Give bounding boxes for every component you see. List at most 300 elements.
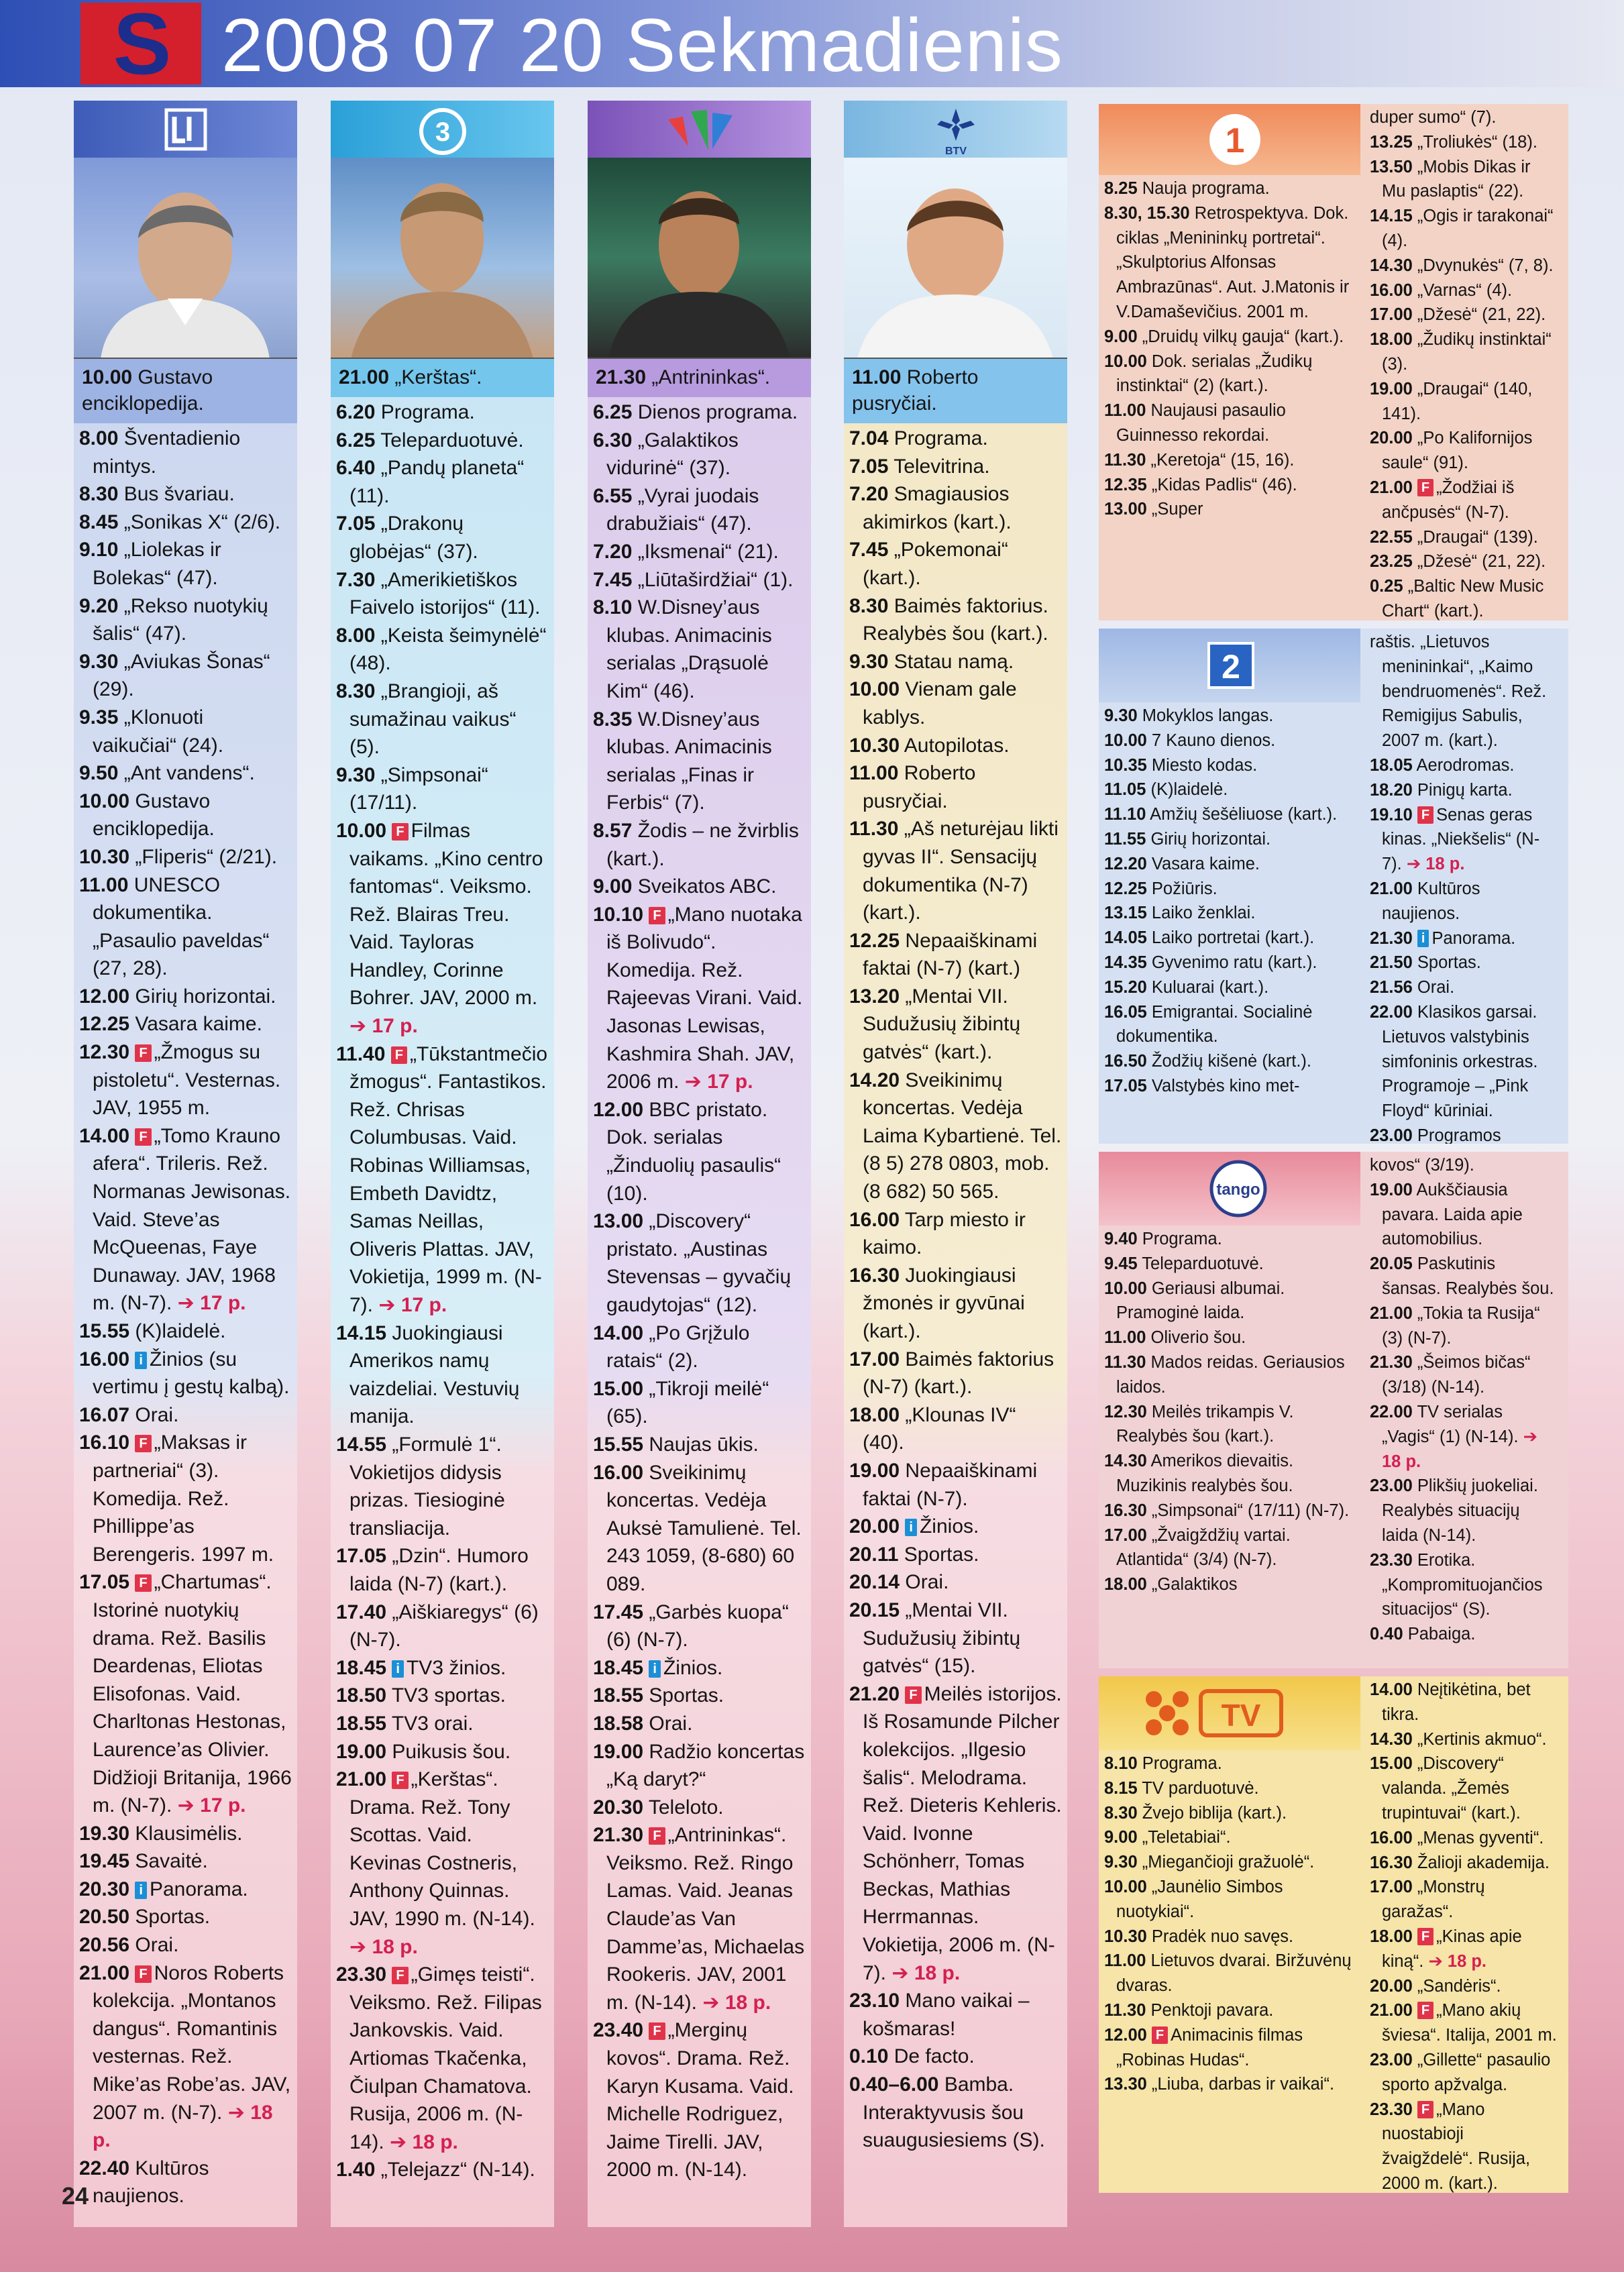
program-title: „Monstrų garažas“. — [1382, 1878, 1485, 1922]
program-time: 20.50 — [79, 1906, 130, 1929]
program-title: Senas geras kinas. „Niekšelis“ (N-7). — [1382, 805, 1540, 874]
program-time: 17.40 — [336, 1601, 387, 1623]
program-item — [1370, 1124, 1559, 1144]
program-time: 18.45 — [593, 1656, 644, 1679]
program-item — [593, 901, 806, 1096]
program-title: „Mentai VII. Sudužusių žibintų gatvės“ (15). — [863, 1599, 1021, 1678]
program-time: 21.50 — [1370, 953, 1413, 973]
program-title: „Šeimos bičas“ (3/18) (N-14). — [1382, 1353, 1531, 1397]
program-item — [1104, 497, 1355, 522]
program-title: Savaitė. — [135, 1850, 208, 1873]
program-list-right — [1364, 629, 1564, 1144]
program-title: Sveikinimų koncertas. Vedėja Laima Kybartienė. Tel. (8 5) 278 0803, mob. (8 682) 50 565. — [863, 1069, 1062, 1203]
program-time: 21.30 — [593, 1824, 644, 1847]
program-item — [79, 1038, 292, 1122]
program-item — [1104, 827, 1355, 852]
program-time: 20.30 — [79, 1878, 130, 1900]
program-time: 17.05 — [79, 1571, 130, 1594]
program-title: „Dvynukės“ (7, 8). — [1417, 256, 1554, 275]
program-title: Sportas. — [904, 1543, 979, 1566]
program-item — [593, 1654, 806, 1682]
program-time: 0.25 — [1370, 577, 1403, 596]
program-title: „Galaktikos — [1151, 1575, 1238, 1594]
program-item — [1104, 852, 1355, 877]
program-title: „Amerikietiškos Faivelo istorijos“ (11). — [349, 568, 541, 619]
program-time: 9.30 — [79, 650, 119, 673]
program-item — [849, 648, 1062, 676]
program-time: 16.30 — [1104, 1501, 1147, 1520]
program-time: 10.00 — [1104, 1279, 1147, 1298]
program-time: 9.45 — [1104, 1254, 1138, 1273]
program-time: 19.00 — [849, 1459, 900, 1482]
news-badge-icon: i — [905, 1519, 917, 1536]
program-title: Programa. — [894, 427, 988, 449]
svg-text:tango: tango — [1216, 1181, 1260, 1199]
program-item — [593, 1207, 806, 1319]
program-time: 20.00 — [1370, 429, 1413, 448]
program-title: Dok. serialas „Žudikų instinktai“ (2) (kart.). — [1116, 351, 1313, 396]
program-item — [1370, 926, 1559, 951]
program-title: Gustavo enciklopedija. — [93, 790, 215, 841]
program-item — [1104, 1400, 1355, 1450]
program-time: 9.00 — [1104, 1828, 1138, 1847]
program-title: Programa. — [1142, 1754, 1222, 1773]
program-item — [1104, 1277, 1355, 1326]
program-time: 6.25 — [593, 401, 633, 423]
program-item — [336, 566, 549, 622]
program-item — [79, 592, 292, 648]
program-time: 17.00 — [1370, 1878, 1413, 1897]
program-title: Aerodromas. — [1416, 755, 1515, 775]
program-time: 17.05 — [336, 1545, 387, 1568]
lrt-logo-icon — [74, 101, 297, 158]
program-time: 14.30 — [1370, 256, 1413, 275]
film-badge-icon: F — [392, 1967, 408, 1984]
program-time: 11.40 — [336, 1042, 386, 1065]
program-item — [1104, 1572, 1355, 1597]
program-item — [336, 454, 549, 510]
program-item — [1370, 204, 1559, 254]
program-item — [1370, 1178, 1559, 1252]
program-time: 12.30 — [79, 1041, 130, 1064]
program-time: 19.30 — [79, 1822, 130, 1845]
page-header — [0, 0, 1624, 93]
program-title: Smagiausios akimirkos (kart.). — [863, 483, 1012, 533]
program-item — [79, 1401, 292, 1429]
program-time: 9.20 — [79, 594, 119, 617]
program-title: Penktoji pavara. — [1150, 2000, 1274, 2020]
channel-column-lrt — [74, 101, 297, 2227]
program-time: 10.00 — [1104, 351, 1147, 371]
program-item — [336, 1542, 549, 1598]
program-time: 9.35 — [79, 706, 119, 728]
program-item — [336, 1710, 549, 1738]
program-item — [1104, 975, 1355, 1000]
program-title: „Maksas ir partneriai“ (3). Komedija. Rež. Phillippe’as Berengeris. 1997 m. — [93, 1431, 274, 1566]
program-item — [1104, 1776, 1355, 1801]
program-title: „Simpsonai“ (17/11). — [349, 763, 488, 814]
program-item — [1104, 349, 1355, 399]
program-item — [593, 1599, 806, 1654]
program-title: Radžio koncertas „Ką daryt?“ — [606, 1740, 805, 1791]
program-item — [593, 398, 806, 427]
news-badge-icon: i — [135, 1352, 147, 1369]
program-time: 17.00 — [849, 1348, 900, 1370]
program-item — [849, 1401, 1062, 1457]
program-title: „Žudikų instinktai“ (3). — [1382, 330, 1552, 374]
program-item — [1370, 951, 1559, 975]
program-title: Baimės faktorius. Realybės šou (kart.). — [863, 594, 1048, 645]
program-item — [79, 480, 292, 508]
program-list — [331, 397, 554, 2185]
program-title: „Žodžiai iš ančpusės“ (N-7). — [1382, 478, 1515, 522]
program-item — [79, 1820, 292, 1848]
program-time: 14.35 — [1104, 953, 1147, 972]
program-time: 7.05 — [849, 455, 889, 478]
program-item — [849, 927, 1062, 983]
program-time: 13.00 — [1104, 500, 1147, 519]
program-title: „Drakonų globėjas“ (37). — [349, 512, 478, 563]
program-title: Požiūris. — [1151, 879, 1217, 898]
program-time: 23.30 — [1370, 2100, 1413, 2119]
program-item — [593, 594, 806, 705]
program-title: „Kerštas“. Drama. Rež. Tony Scottas. Vaid. Kevinas Costneris, Anthony Quinnas. JAV, 1990 m. (N-14). — [349, 1768, 535, 1931]
program-time: 20.14 — [849, 1571, 900, 1594]
program-title: Klasikos garsai. Lietuvos valstybinis simfoninis orkestras. Programoje – „Pink Floyd“ kūriniai. — [1382, 1002, 1538, 1121]
program-time: 23.00 — [1370, 1126, 1413, 1144]
program-title: „Gillette“ pasaulio sporto apžvalga. — [1382, 2050, 1551, 2094]
program-time: 18.20 — [1370, 780, 1413, 800]
program-title: „Pokemonai“ (kart.). — [863, 539, 1008, 589]
page-reference: ➔ 17 p. — [177, 1794, 246, 1817]
program-title: „Iksmenai“ (21). — [637, 540, 779, 563]
program-item — [1370, 753, 1559, 778]
program-item — [1370, 2048, 1559, 2098]
program-title: TV serialas „Vagis“ (1) (N-14). — [1382, 1402, 1519, 1446]
program-item — [79, 1346, 292, 1401]
program-title: Erotika. „Kompromituojančios situacijos“ (S). — [1382, 1550, 1543, 1619]
channel-block-lrt2 — [1099, 629, 1568, 1144]
program-title: Juokingiausi Amerikos namų vaizdeliai. Vestuvių manija. — [349, 1321, 520, 1428]
program-time: 17.00 — [1370, 305, 1413, 325]
program-time: 9.00 — [1104, 327, 1138, 346]
program-time: 19.45 — [79, 1850, 130, 1873]
program-title: „Liūtaširdžiai“ (1). — [637, 568, 794, 591]
program-time: 14.05 — [1104, 928, 1147, 948]
program-time: 18.00 — [1104, 1575, 1147, 1594]
program-item — [849, 536, 1062, 592]
program-item — [593, 706, 806, 817]
program-title: „Aš neturėjau likti gyvas II“. Sensacijų dokumentika (N-7) (kart.). — [863, 818, 1059, 924]
program-item — [1104, 1499, 1355, 1523]
btv-logo-icon — [844, 101, 1067, 158]
program-time: 8.45 — [79, 510, 119, 533]
program-item — [849, 983, 1062, 1067]
program-title: Plikšių juokeliai. Realybės situacijų laida (N-14). — [1382, 1476, 1538, 1545]
program-title: „Kidas Padlis“ (46). — [1151, 475, 1297, 494]
program-item — [593, 817, 806, 873]
program-title: „Miegančioji gražuolė“. — [1142, 1853, 1315, 1872]
program-item — [593, 566, 806, 594]
program-title: Emigrantai. Socialinė dokumentika. — [1116, 1002, 1313, 1046]
program-list — [844, 423, 1067, 2156]
program-title: „Pandų planeta“ (11). — [349, 457, 525, 507]
program-item — [1104, 704, 1355, 728]
program-item — [593, 427, 806, 482]
program-time: 21.00 — [1370, 2001, 1413, 2020]
film-badge-icon: F — [1417, 1928, 1433, 1945]
news-badge-icon: i — [649, 1660, 661, 1678]
program-title: Retrospektyva. Dok. ciklas „Menininkų portretai“. „Skulptorius Alfonsas Ambrazūnas“. Aut. J.Matonis ir V.Damaševičius. 2001 m. — [1116, 203, 1350, 321]
program-item — [1370, 426, 1559, 476]
program-item — [849, 2043, 1062, 2071]
date: 2008 07 20 — [221, 3, 604, 87]
program-time: 23.10 — [849, 1990, 900, 2012]
program-title: „Klonuoti vaikučiai“ (24). — [93, 706, 224, 757]
program-item — [1370, 1301, 1559, 1351]
program-title: Vasara kaime. — [135, 1013, 262, 1036]
program-item — [1104, 1000, 1355, 1050]
program-time: 16.10 — [79, 1431, 130, 1454]
program-title: Girių horizontai. — [1150, 829, 1271, 849]
program-title: „Žmogus su pistoletu“. Vesternas. JAV, 1955 m. — [93, 1041, 281, 1120]
program-title: Bus švariau. — [123, 483, 235, 506]
film-badge-icon: F — [1152, 2026, 1168, 2044]
program-item — [849, 1513, 1062, 1541]
program-title: Aukščiausia pavara. Laida apie automobilius. — [1382, 1180, 1523, 1249]
program-title: Animacinis filmas „Robinas Hudas“. — [1116, 2025, 1303, 2069]
program-time: 14.20 — [849, 1069, 900, 1091]
program-item — [1370, 778, 1559, 803]
program-title: Žvejo biblija (kart.). — [1142, 1803, 1287, 1823]
program-time: 11.05 — [1104, 780, 1146, 800]
program-title: Juokingiausi žmonės ir gyvūnai (kart.). — [863, 1264, 1025, 1342]
program-title: „Mano nuostabioji žvaigždelė“. Rusija, 2000 m. (kart.). — [1382, 2100, 1531, 2193]
page-reference: ➔ 18 p. — [702, 1991, 771, 2014]
program-title: „Garbės kuopa“ (6) (N-7). — [606, 1601, 789, 1652]
program-time: 1.40 — [336, 2159, 376, 2181]
film-badge-icon: F — [1417, 479, 1433, 496]
program-item — [1370, 1000, 1559, 1124]
program-time: 23.30 — [1370, 1550, 1413, 1570]
program-item — [336, 1682, 549, 1710]
program-time: 21.56 — [1370, 978, 1413, 997]
program-time: 8.30 — [849, 594, 889, 617]
program-time: 9.30 — [1104, 706, 1138, 725]
program-item — [336, 427, 549, 455]
program-item — [79, 759, 292, 788]
program-title: „Chartumas“. Istorinė nuotykių drama. Rež. Basilis Deardenas, Eliotas Elisofonas. Vaid. Charltonas Hestonas, Laurence’as Olivier. Didžioji Britanija, 1966 m. (N-7). — [93, 1571, 292, 1817]
program-title: „Keista šeimynėlė“ (48). — [349, 624, 547, 675]
program-title: „Aiškiaregys“ (6) (N-7). — [349, 1601, 539, 1652]
program-time: 6.55 — [593, 484, 633, 507]
program-time: 9.00 — [593, 875, 633, 898]
program-title: „Discovery“ valanda. „Žemės trupintuvai“ (kart.). — [1382, 1754, 1521, 1823]
svg-text:2: 2 — [1222, 648, 1240, 686]
program-item — [593, 1459, 806, 1599]
lrt2-logo-icon — [1099, 629, 1360, 702]
program-title: „Žvaigždžių vartai. Atlantida“ (3/4) (N-7). — [1116, 1525, 1291, 1570]
program-title: Puikusis šou. — [392, 1740, 511, 1763]
program-title: Vienam gale kablys. — [863, 678, 1017, 728]
program-time: 8.57 — [593, 819, 633, 842]
program-title: „Ogis ir tarakonai“ (4). — [1382, 207, 1554, 250]
program-title: BBC pristato. Dok. serialas „Žinduolių pasaulis“ (10). — [606, 1098, 781, 1205]
film-badge-icon: F — [905, 1686, 921, 1704]
program-title: TV3 sportas. — [391, 1684, 506, 1707]
film-badge-icon: F — [649, 1827, 665, 1845]
program-title: Neįtikėtina, bet tikra. — [1382, 1680, 1531, 1724]
program-time: 10.00 — [849, 678, 900, 701]
page-reference: ➔ 18 p. — [891, 1961, 961, 1984]
channel-column-btv — [844, 101, 1067, 2227]
program-time: 12.25 — [1104, 879, 1147, 898]
program-time: 12.25 — [79, 1013, 130, 1036]
program-time: 21.00 — [1370, 478, 1413, 497]
program-title: „Mano nuotaka iš Bolivudo“. Komedija. Rež. Rajeevas Virani. Vaid. Jasonas Lewisas, Kashmira Shah. JAV, 2006 m. — [606, 903, 803, 1093]
program-title: Laiko portretai (kart.). — [1151, 928, 1315, 948]
channel-block-tango — [1099, 1152, 1568, 1668]
program-time: 18.58 — [593, 1712, 644, 1735]
program-item — [79, 843, 292, 871]
program-item — [1370, 278, 1559, 303]
program-item — [849, 759, 1062, 815]
program-item — [1370, 377, 1559, 427]
program-title: Statau namą. — [894, 650, 1014, 673]
program-time: 8.25 — [1104, 179, 1138, 198]
lead-time: 21.00 — [339, 366, 390, 388]
program-time: 16.00 — [593, 1461, 644, 1484]
program-time: 22.55 — [1370, 527, 1413, 547]
program-title: „Aviukas Šonas“ (29). — [93, 650, 270, 701]
program-time: 18.00 — [849, 1403, 900, 1426]
program-item — [593, 1375, 806, 1431]
program-title: „Liuba, darbas ir vaikai“. — [1151, 2075, 1335, 2094]
program-time: 10.30 — [79, 845, 130, 868]
page-reference: ➔ 17 p. — [349, 1015, 418, 1038]
program-title: „Mentai VII. Sudužusių žibintų gatvės“ (kart.). — [863, 985, 1021, 1064]
program-time: 21.00 — [1370, 1303, 1413, 1323]
program-item — [849, 675, 1062, 731]
program-title: Orai. — [135, 1403, 179, 1426]
program-time: 20.56 — [79, 1934, 130, 1957]
program-time: 22.00 — [1370, 1402, 1413, 1421]
program-title: Naujas ūkis. — [649, 1433, 759, 1456]
program-time: 15.20 — [1104, 977, 1147, 997]
program-title: 7 Kauno dienos. — [1151, 731, 1276, 750]
program-title: Amerikos dievaitis. Muzikinis realybės šou. — [1116, 1452, 1294, 1495]
film-badge-icon: F — [392, 823, 408, 841]
program-time: 11.30 — [1104, 450, 1146, 470]
program-time: 0.40 — [1370, 1625, 1403, 1644]
program-title: Žinios. — [663, 1656, 723, 1679]
program-item — [849, 453, 1062, 481]
film-badge-icon: F — [1417, 806, 1433, 824]
program-item — [593, 1738, 806, 1794]
program-item — [1370, 1851, 1559, 1876]
program-item — [79, 871, 292, 983]
program-time: 20.00 — [849, 1515, 900, 1538]
program-title: „Tomo Krauno afera“. Trileris. Rež. Normanas Jewisonas. Vaid. Steve’as McQueenas, Faye Dunaway. JAV, 1968 m. (N-7). — [93, 1124, 291, 1315]
program-time: 13.00 — [593, 1210, 644, 1233]
program-item — [79, 648, 292, 704]
program-time: 7.45 — [593, 568, 633, 591]
program-time: 10.30 — [849, 734, 900, 757]
program-list-right — [1364, 1676, 1564, 2193]
news-badge-icon: i — [392, 1660, 404, 1678]
page-reference: ➔ 18 p. — [1382, 1427, 1538, 1471]
program-title: Amžių šešėliuose (kart.). — [1150, 805, 1338, 824]
program-item — [1370, 1998, 1559, 2048]
program-list-right — [1364, 1152, 1564, 1648]
program-item — [336, 622, 549, 678]
program-item — [79, 425, 292, 480]
presenter-photo — [331, 158, 554, 359]
program-item — [1370, 476, 1559, 525]
program-time: 14.55 — [336, 1433, 387, 1456]
program-title: Geriausi albumai. Pramoginė laida. — [1116, 1279, 1285, 1323]
program-title: duper sumo“ (7). — [1370, 108, 1497, 127]
program-item — [849, 1262, 1062, 1346]
program-item — [336, 2156, 549, 2184]
lead-time: 11.00 — [852, 366, 902, 388]
program-title: UNESCO dokumentika. „Pasaulio paveldas“ (27, 28). — [93, 873, 270, 980]
program-title: Pradėk nuo savęs. — [1151, 1927, 1294, 1946]
program-item — [1370, 1548, 1559, 1622]
program-time: 16.00 — [1370, 1828, 1413, 1847]
program-time: 16.00 — [1370, 280, 1413, 300]
program-item — [1370, 1400, 1559, 1474]
page-reference: ➔ 17 p. — [177, 1292, 246, 1315]
program-title: Programa. — [380, 401, 475, 423]
page-reference: ➔ 18 p. — [93, 2101, 273, 2152]
program-time: 18.05 — [1370, 755, 1413, 775]
program-item — [336, 510, 549, 565]
program-time: 18.55 — [336, 1712, 387, 1735]
program-title: „Dzin“. Humoro laida (N-7) (kart.). — [349, 1545, 529, 1595]
program-title: Mokyklos langas. — [1142, 706, 1274, 725]
program-title: Girių horizontai. — [135, 985, 276, 1008]
program-item — [849, 815, 1062, 926]
program-time: 8.10 — [1104, 1754, 1138, 1773]
program-item — [79, 1847, 292, 1876]
program-title: „Discovery“ pristato. „Austinas Stevensas – gyvačių gaudytojas“ (12). — [606, 1210, 792, 1316]
program-item — [593, 1319, 806, 1375]
program-item — [1370, 1925, 1559, 1974]
program-title: „Mano akių šviesa“. Italija, 2001 m. — [1382, 2001, 1557, 2045]
lead-program — [331, 359, 554, 397]
program-time: 16.07 — [79, 1403, 130, 1426]
film-badge-icon: F — [135, 1965, 151, 1983]
film-badge-icon: F — [135, 1128, 151, 1146]
program-title: Orai. — [135, 1934, 179, 1957]
program-time: 8.00 — [336, 624, 376, 647]
program-item — [849, 2071, 1062, 2155]
program-title: Oliverio šou. — [1150, 1328, 1246, 1348]
program-time: 14.15 — [1370, 207, 1413, 226]
program-time: 18.50 — [336, 1684, 387, 1707]
program-item — [849, 1457, 1062, 1513]
program-item — [593, 1710, 806, 1738]
program-title: Noros Roberts kolekcija. „Montanos dangus“. Romantinis vesternas. Rež. Mike’as Robe’as. JAV, 2007 m. (N-7). — [93, 1961, 291, 2124]
program-title: Orai. — [1417, 978, 1455, 997]
program-item — [1104, 201, 1355, 325]
program-title: „Klounas IV“ (40). — [863, 1403, 1016, 1454]
program-time: 8.10 — [593, 596, 633, 619]
program-time: 19.10 — [1370, 805, 1413, 824]
program-time: 16.30 — [849, 1264, 900, 1287]
program-title: „Kertinis akmuo“. — [1417, 1729, 1547, 1749]
